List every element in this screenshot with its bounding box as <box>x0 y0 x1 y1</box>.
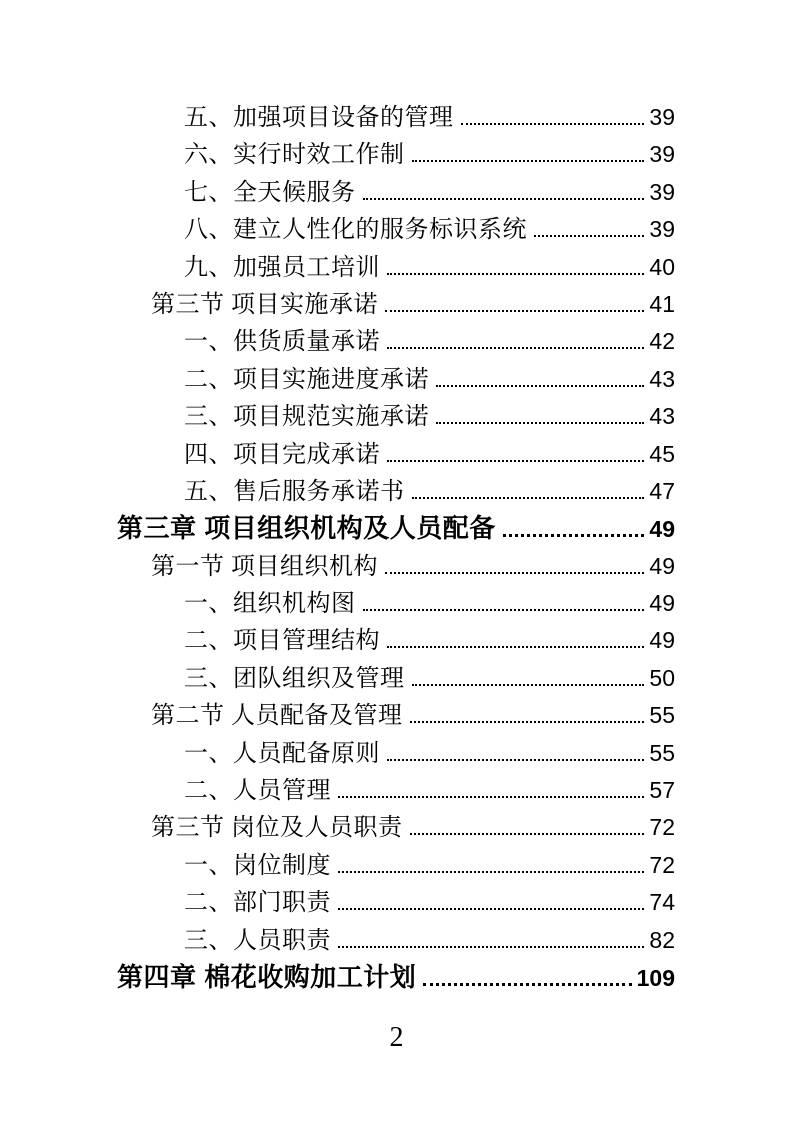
toc-entry-page-number: 39 <box>649 178 675 205</box>
toc-entry[interactable] <box>117 735 675 772</box>
toc-entry[interactable] <box>117 473 675 510</box>
toc-entry[interactable] <box>117 211 675 248</box>
toc-dot-leader <box>387 273 644 275</box>
toc-dot-leader <box>534 235 644 237</box>
toc-dot-leader <box>461 123 645 125</box>
toc-entry-page-number: 43 <box>649 403 675 430</box>
toc-entry-page-number: 49 <box>649 516 675 543</box>
toc-entry-label: 六、实行时效工作制 <box>184 142 405 169</box>
toc-entry[interactable] <box>117 286 675 323</box>
toc-entry-page-number: 82 <box>649 926 675 953</box>
toc-dot-leader <box>436 385 644 387</box>
toc-dot-leader <box>387 646 644 648</box>
toc-entry-page-number: 57 <box>649 777 675 804</box>
toc-dot-leader <box>385 310 644 312</box>
toc-entry-page-number: 47 <box>649 477 675 504</box>
toc-entry[interactable] <box>117 809 675 846</box>
toc-dot-leader <box>338 908 644 910</box>
toc-entry-label: 五、加强项目设备的管理 <box>184 105 454 131</box>
toc-dot-leader <box>412 160 645 162</box>
toc-entry-page-number: 55 <box>649 739 675 766</box>
toc-dot-leader <box>503 534 645 537</box>
toc-dot-leader <box>338 871 644 873</box>
toc-dot-leader <box>387 347 644 349</box>
toc-entry[interactable] <box>117 136 675 173</box>
toc-entry-label: 第三章 项目组织机构及人员配备 <box>117 513 496 544</box>
toc-entry-label: 九、加强员工培训 <box>184 254 380 281</box>
toc-entry-page-number: 45 <box>649 440 675 467</box>
toc-entry-page-number: 39 <box>649 141 675 168</box>
toc-entry[interactable] <box>117 174 675 211</box>
toc-entry-page-number: 50 <box>649 664 675 691</box>
toc-dot-leader <box>423 983 631 986</box>
toc-entry[interactable] <box>117 510 675 547</box>
toc-entry-label: 第三节 项目实施承诺 <box>151 291 378 318</box>
toc-entry[interactable] <box>117 99 675 136</box>
toc-entry[interactable] <box>117 697 675 734</box>
toc-entry-label: 二、项目管理结构 <box>184 628 380 655</box>
toc-dot-leader <box>363 198 645 200</box>
toc-entry-page-number: 109 <box>636 964 675 991</box>
toc-dot-leader <box>363 609 645 611</box>
toc-entry[interactable] <box>117 361 675 398</box>
toc-dot-leader <box>387 759 644 761</box>
toc-dot-leader <box>410 833 645 835</box>
toc-entry[interactable] <box>117 772 675 809</box>
toc-entry-label: 七、全天候服务 <box>184 179 356 206</box>
toc-entry-label: 一、组织机构图 <box>184 591 356 618</box>
toc-entry-page-number: 55 <box>649 702 675 729</box>
toc-entry[interactable] <box>117 660 675 697</box>
toc-entry[interactable] <box>117 847 675 884</box>
toc-entry[interactable] <box>117 436 675 473</box>
toc-entry-label: 二、人员管理 <box>184 778 331 805</box>
toc-entry[interactable] <box>117 585 675 622</box>
toc-entry-label: 三、团队组织及管理 <box>184 665 405 692</box>
toc-entry-label: 一、岗位制度 <box>184 852 331 879</box>
toc-entry-page-number: 74 <box>649 889 675 916</box>
toc-dot-leader <box>387 460 644 462</box>
toc-entry-label: 八、建立人性化的服务标识系统 <box>184 217 527 244</box>
toc-dot-leader <box>436 422 644 424</box>
toc-entry-label: 二、项目实施进度承诺 <box>184 366 429 393</box>
toc-entry-label: 五、售后服务承诺书 <box>184 478 405 505</box>
toc-dot-leader <box>412 497 645 499</box>
table-of-contents <box>117 99 675 996</box>
toc-entry-label: 第一节 项目组织机构 <box>151 553 378 580</box>
toc-entry-label: 第四章 棉花收购加工计划 <box>117 961 417 992</box>
page-number: 2 <box>389 1022 404 1053</box>
toc-entry-label: 四、项目完成承诺 <box>184 441 380 468</box>
toc-entry-page-number: 42 <box>649 328 675 355</box>
toc-entry-page-number: 43 <box>649 365 675 392</box>
toc-entry-page-number: 49 <box>649 627 675 654</box>
toc-entry-label: 二、部门职责 <box>184 890 331 917</box>
toc-dot-leader <box>385 572 644 574</box>
toc-dot-leader <box>412 684 645 686</box>
toc-entry-page-number: 49 <box>649 590 675 617</box>
toc-entry-page-number: 39 <box>649 104 675 130</box>
toc-entry-page-number: 41 <box>649 290 675 317</box>
toc-entry[interactable] <box>117 884 675 921</box>
toc-dot-leader <box>338 946 644 948</box>
toc-entry[interactable] <box>117 398 675 435</box>
toc-entry-page-number: 49 <box>649 552 675 579</box>
toc-entry[interactable] <box>117 922 675 959</box>
toc-entry-page-number: 39 <box>649 216 675 243</box>
toc-entry-page-number: 40 <box>649 253 675 280</box>
toc-entry-label: 一、供货质量承诺 <box>184 329 380 356</box>
toc-entry-label: 三、人员职责 <box>184 927 331 954</box>
toc-entry[interactable] <box>117 959 675 996</box>
toc-entry-label: 第三节 岗位及人员职责 <box>151 815 403 842</box>
toc-entry[interactable] <box>117 548 675 585</box>
toc-entry-page-number: 72 <box>649 814 675 841</box>
toc-entry[interactable] <box>117 622 675 659</box>
toc-entry-label: 一、人员配备原则 <box>184 740 380 767</box>
toc-entry-label: 第二节 人员配备及管理 <box>151 703 403 730</box>
toc-entry-label: 三、项目规范实施承诺 <box>184 404 429 431</box>
toc-dot-leader <box>338 796 644 798</box>
toc-entry-page-number: 72 <box>649 851 675 878</box>
toc-entry[interactable] <box>117 323 675 360</box>
toc-entry[interactable] <box>117 249 675 286</box>
toc-dot-leader <box>410 721 645 723</box>
